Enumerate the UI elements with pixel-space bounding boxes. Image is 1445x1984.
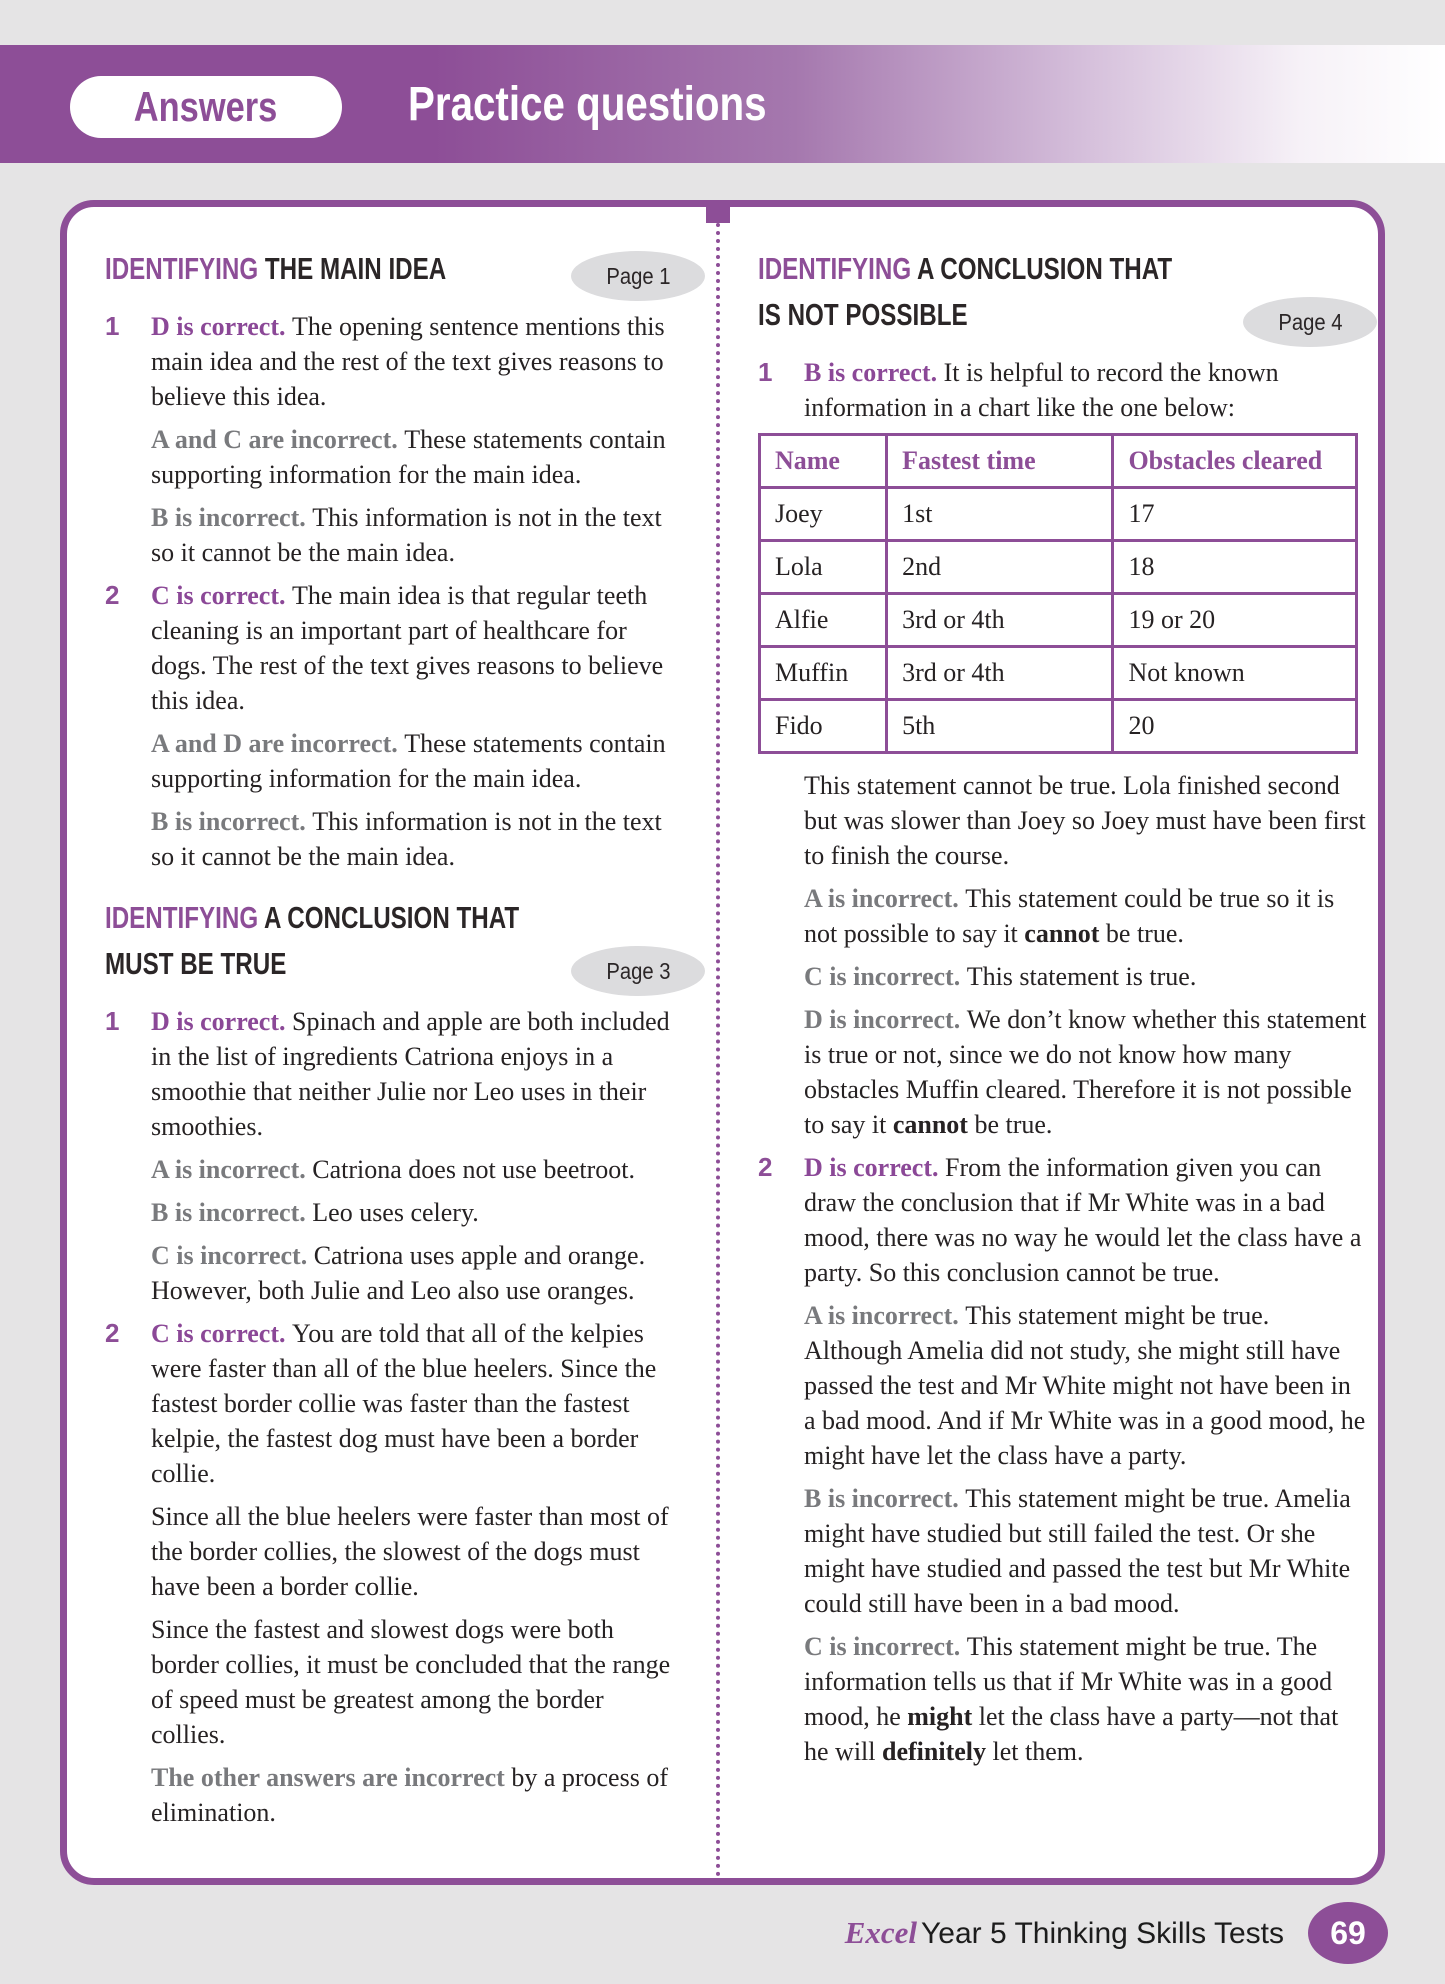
table-row — [760, 700, 1357, 753]
table-cell: Joey — [760, 488, 887, 541]
answer-text-segment: by a process of elimination. — [151, 1763, 668, 1827]
answer-text-segment: C is incorrect. — [151, 1241, 314, 1270]
answer-paragraph — [151, 726, 671, 796]
page-number: 69 — [1330, 1914, 1366, 1951]
item-number: 1 — [105, 311, 120, 341]
answer-text-segment: Leo uses celery. — [312, 1198, 479, 1227]
answer-text-segment: A is incorrect. — [151, 1155, 313, 1184]
answer-text-segment: Catriona does not use beetroot. — [312, 1155, 636, 1184]
answer-paragraph — [804, 768, 1367, 873]
answer-paragraph — [804, 1150, 1367, 1290]
answer-text-segment: From the information given you can draw the conclusion that if Mr White was in a bad mood, there was no way he would let the class have a party. So this conclusion cannot be true. — [804, 1153, 1362, 1287]
answer-item — [105, 1316, 671, 1491]
answer-text-segment: We don’t know whether this statement is true or not, since we do not know how many obstacles Muffin cleared. Therefore it is not possible to say it — [804, 1005, 1367, 1139]
section-heading-title: IS NOT POSSIBLE — [758, 297, 968, 332]
answer-text-segment: let the class have a party—not that he will — [804, 1702, 1339, 1766]
page-header-bar — [0, 45, 1445, 163]
section-heading-topic: IDENTIFYING — [105, 900, 264, 935]
answer-text-segment: D is correct. — [151, 312, 293, 341]
answer-item — [758, 355, 1367, 425]
answer-text-segment: B is incorrect. — [151, 807, 313, 836]
page-ref-label: Page 1 — [605, 262, 671, 289]
table-body — [760, 488, 1357, 753]
answer-paragraph — [151, 1612, 671, 1752]
answer-text-segment: B is incorrect. — [151, 1198, 313, 1227]
answer-text-segment: This statement cannot be true. Lola finished second but was slower than Joey so Joey must have been first to finish the course. — [804, 771, 1366, 870]
section-heading-topic: IDENTIFYING — [105, 251, 265, 286]
answer-paragraph — [151, 422, 671, 492]
table-row — [760, 647, 1357, 700]
page-ref-badge — [571, 251, 705, 301]
answer-paragraph — [151, 1195, 671, 1230]
answer-paragraph — [151, 1316, 671, 1491]
table-cell: Not known — [1113, 647, 1357, 700]
answer-text-segment: B is incorrect. — [151, 503, 313, 532]
answers-tab-label: Answers — [134, 83, 278, 130]
answer-text-segment: This statement might be true. Although Amelia did not study, she might still have passed the test and Mr White might not have been in a bad mood. And if Mr White was in a good mood, he might have let the class have a party. — [804, 1301, 1366, 1470]
section-heading-text — [758, 295, 968, 335]
answer-text-segment: Since the fastest and slowest dogs were both border collies, it must be concluded that the range of speed must be greatest among the border collies. — [151, 1615, 671, 1749]
answer-text-segment: A is incorrect. — [804, 884, 966, 913]
table-row — [760, 488, 1357, 541]
item-number: 1 — [105, 1006, 120, 1036]
answer-paragraph — [804, 959, 1367, 994]
answer-text-segment: This statement is true. — [966, 962, 1197, 991]
answer-paragraph — [804, 881, 1367, 951]
section-heading-text — [758, 249, 1172, 289]
section-heading-line — [758, 249, 1367, 295]
answer-paragraph — [151, 578, 671, 718]
item-number: 2 — [758, 1152, 773, 1182]
answer-item — [758, 1150, 1367, 1290]
table-header-cell: Obstacles cleared — [1113, 435, 1357, 488]
section-heading-text — [105, 898, 519, 938]
answer-paragraph — [804, 1298, 1367, 1473]
divider-top-tab — [706, 205, 730, 223]
item-number: 2 — [105, 1318, 120, 1348]
right-column — [720, 207, 1378, 1878]
answers-panel — [60, 200, 1385, 1885]
answer-text-segment: D is correct. — [151, 1007, 293, 1036]
header-title — [408, 45, 835, 163]
section-heading-title: MUST BE TRUE — [105, 946, 287, 981]
section-heading-line — [105, 898, 671, 944]
table-cell: 20 — [1113, 700, 1357, 753]
table-cell: 1st — [887, 488, 1113, 541]
answer-text-segment: Spinach and apple are both included in the list of ingredients Catriona enjoys in a smoothie that neither Julie nor Leo uses in their smoothies. — [151, 1007, 670, 1141]
answer-paragraph — [151, 309, 671, 414]
answer-paragraph — [151, 500, 671, 570]
answer-paragraph — [151, 1760, 671, 1830]
table-header-cell: Name — [760, 435, 887, 488]
table-cell: 3rd or 4th — [887, 594, 1113, 647]
table-cell: Fido — [760, 700, 887, 753]
answer-text-segment: let them. — [986, 1737, 1084, 1766]
answer-text-segment: A and D are incorrect. — [151, 729, 405, 758]
table-cell: 18 — [1113, 541, 1357, 594]
answer-text-segment: A is incorrect. — [804, 1301, 966, 1330]
answer-text-segment: The opening sentence mentions this main idea and the rest of the text gives reasons to believe this idea. — [151, 312, 665, 411]
answer-text-segment: The other answers are incorrect — [151, 1763, 512, 1792]
table-cell: 5th — [887, 700, 1113, 753]
footer-book-title — [845, 1915, 1284, 1951]
table-cell: 2nd — [887, 541, 1113, 594]
answer-text-segment: It is helpful to record the known information in a chart like the one below: — [804, 358, 1279, 422]
answer-text-segment: You are told that all of the kelpies were faster than all of the blue heelers. Since the fastest border collie was faster than the fastest kelpie, the fastest dog must have been a border collie. — [151, 1319, 657, 1488]
table-header-cell: Fastest time — [887, 435, 1113, 488]
answer-text-segment: D is correct. — [804, 1153, 946, 1182]
answer-paragraph — [151, 1152, 671, 1187]
answer-paragraph — [804, 1002, 1367, 1142]
footer-suffix-text: Year 5 Thinking Skills Tests — [921, 1917, 1284, 1950]
table-cell: 19 or 20 — [1113, 594, 1357, 647]
table-header-row — [760, 435, 1357, 488]
page-ref-label: Page 3 — [605, 957, 671, 984]
section-heading-topic: IDENTIFYING — [758, 251, 917, 286]
answer-text-segment: definitely — [882, 1737, 986, 1766]
answer-text-segment: might — [907, 1702, 973, 1731]
answer-item — [105, 309, 671, 414]
answer-text-segment: C is incorrect. — [804, 962, 967, 991]
answers-table — [758, 433, 1358, 754]
footer-brand: Excel — [844, 1915, 918, 1950]
answer-text-segment: The main idea is that regular teeth cleaning is an important part of healthcare for dogs. The rest of the text gives reasons to believe this idea. — [151, 581, 664, 715]
answer-text-segment: B is incorrect. — [804, 1484, 966, 1513]
answer-paragraph — [151, 804, 671, 874]
page-ref-badge — [571, 946, 705, 996]
item-number: 2 — [105, 580, 120, 610]
answer-text-segment: D is incorrect. — [804, 1005, 967, 1034]
table-head — [760, 435, 1357, 488]
answer-text-segment: cannot — [1024, 919, 1100, 948]
section-heading-text — [105, 944, 286, 984]
answer-text-segment: This information is not in the text so it cannot be the main idea. — [151, 503, 662, 567]
page-footer — [845, 1902, 1388, 1964]
table-cell: 17 — [1113, 488, 1357, 541]
answer-text-segment: Since all the blue heelers were faster than most of the border collies, the slowest of the dogs must have been a border collie. — [151, 1502, 669, 1601]
answer-paragraph — [804, 1629, 1367, 1769]
answer-text-segment: C is correct. — [151, 1319, 293, 1348]
answer-text-segment: This information is not in the text so it cannot be the main idea. — [151, 807, 662, 871]
section-heading — [105, 249, 671, 295]
table-cell: Alfie — [760, 594, 887, 647]
answer-text-segment: These statements contain supporting information for the main idea. — [151, 729, 666, 793]
answer-text-segment: C is incorrect. — [804, 1632, 967, 1661]
section-heading-title: THE MAIN IDEA — [264, 251, 447, 286]
section-heading-text — [105, 249, 446, 289]
table-cell: 3rd or 4th — [887, 647, 1113, 700]
page-number-badge — [1308, 1902, 1388, 1964]
answer-text-segment: be true. — [967, 1110, 1053, 1139]
answer-text-segment: B is correct. — [804, 358, 944, 387]
answer-text-segment: A and C are incorrect. — [151, 425, 405, 454]
table-cell: Muffin — [760, 647, 887, 700]
answer-text-segment: This statement might be true. The information tells us that if Mr White was in a good mood, he — [804, 1632, 1333, 1731]
answer-text-segment: cannot — [892, 1110, 968, 1139]
section-heading-title: A CONCLUSION THAT — [263, 900, 520, 935]
answer-item — [105, 578, 671, 718]
answer-text-segment: be true. — [1099, 919, 1184, 948]
answer-text-segment: C is correct. — [151, 581, 293, 610]
answer-item — [105, 1004, 671, 1144]
answer-paragraph — [804, 355, 1367, 425]
header-title-text: Practice questions — [408, 77, 767, 131]
section-heading-title: A CONCLUSION THAT — [916, 251, 1173, 286]
table-row — [760, 541, 1357, 594]
table-row — [760, 594, 1357, 647]
answers-tab — [70, 76, 342, 138]
answer-paragraph — [151, 1499, 671, 1604]
answer-paragraph — [151, 1004, 671, 1144]
table-cell: Lola — [760, 541, 887, 594]
answer-paragraph — [804, 1481, 1367, 1621]
answer-text-segment: Catriona uses apple and orange. However, both Julie and Leo also use oranges. — [151, 1241, 646, 1305]
section-heading — [758, 249, 1367, 341]
page-ref-label: Page 4 — [1277, 308, 1343, 335]
item-number: 1 — [758, 357, 773, 387]
answer-text-segment: This statement could be true so it is not possible to say it — [804, 884, 1335, 948]
answer-text-segment: These statements contain supporting information for the main idea. — [151, 425, 666, 489]
section-heading — [105, 898, 671, 990]
page-ref-badge — [1243, 297, 1377, 347]
answer-paragraph — [151, 1238, 671, 1308]
left-column — [67, 207, 716, 1878]
answer-text-segment: This statement might be true. Amelia might have studied but still failed the test. Or she might have studied and passed the test but Mr White could still have been in a bad mood. — [804, 1484, 1351, 1618]
